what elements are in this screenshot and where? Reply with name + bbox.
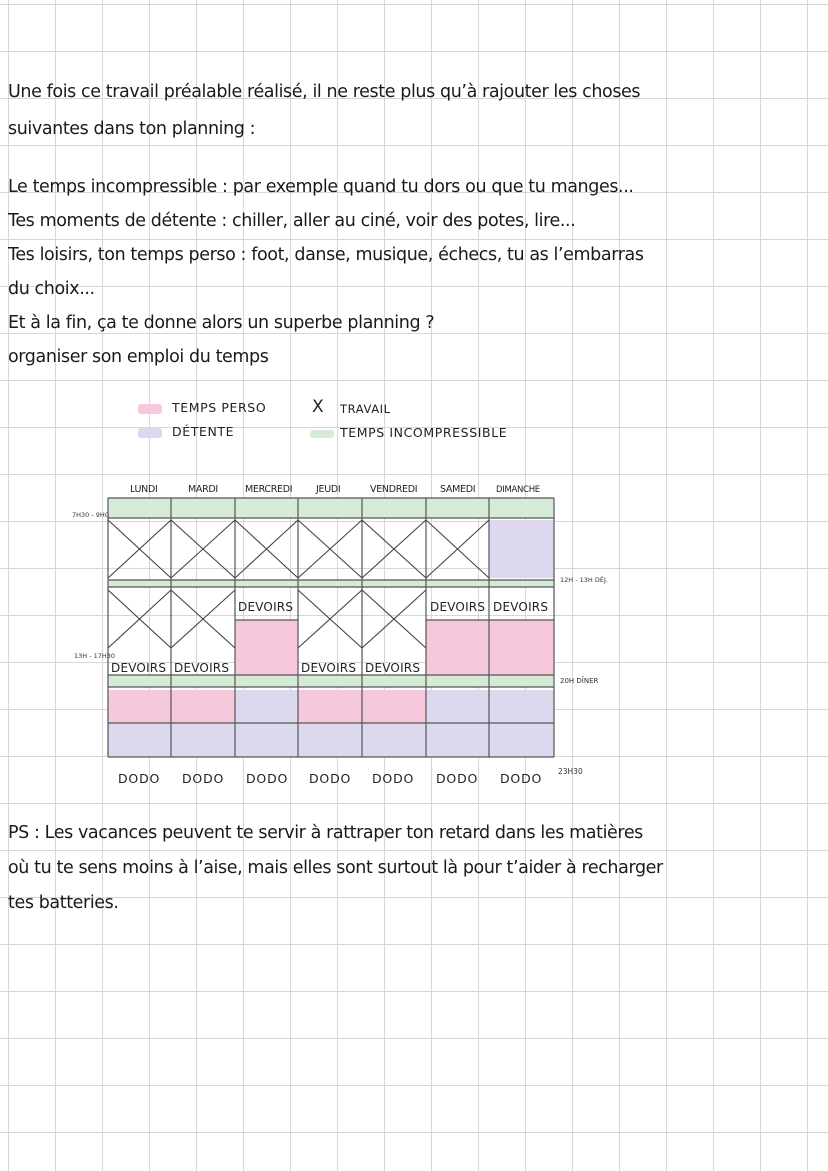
devoirs-label: DEVOIRS	[301, 661, 357, 675]
time-label-afternoon: 13H - 17H30	[74, 652, 116, 660]
ps-line-3: tes batteries.	[8, 893, 119, 913]
list-item: Le temps incompressible : par exemple quand tu dors ou que tu manges...	[8, 177, 634, 197]
time-label-morning: 7H30 - 9H0	[72, 511, 109, 519]
ps-line-2: où tu te sens moins à l’aise, mais elles sont surtout là pour t’aider à recharger	[8, 858, 663, 878]
planning-figure	[60, 390, 620, 800]
dodo-label: DODO	[246, 771, 289, 786]
row-incompressible	[108, 675, 554, 687]
devoirs-label: DEVOIRS	[430, 600, 486, 614]
ps-line-1: PS : Les vacances peuvent te servir à rattraper ton retard dans les matières	[8, 823, 643, 843]
cross-icon	[298, 520, 362, 578]
list-item: Tes moments de détente : chiller, aller au ciné, voir des potes, lire...	[8, 211, 576, 231]
devoirs-label: DEVOIRS	[365, 661, 421, 675]
cross-icon	[362, 590, 426, 648]
list-item: Tes loisirs, ton temps perso : foot, danse, musique, échecs, tu as l’embarras	[8, 245, 644, 265]
dodo-label: DODO	[118, 771, 161, 786]
cross-icon	[426, 520, 489, 578]
cross-icon	[108, 520, 171, 578]
list-item: organiser son emploi du temps	[8, 347, 269, 367]
day-header: MERCREDI	[245, 484, 293, 495]
legend-label-incompressible: TEMPS INCOMPRESSIBLE	[340, 425, 508, 440]
day-header: MARDI	[188, 484, 218, 495]
time-label-lunch: 12H - 13H DÉJ.	[560, 576, 608, 584]
cell-perso	[426, 620, 554, 675]
day-header: JEUDI	[316, 484, 341, 495]
list-item: du choix...	[8, 279, 95, 299]
cross-icon	[108, 590, 171, 648]
cross-icon	[171, 590, 235, 648]
dodo-label: DODO	[309, 771, 352, 786]
ps-paragraph	[8, 816, 818, 921]
list-item: Et à la fin, ça te donne alors un superbe planning ?	[8, 313, 435, 333]
row-incompressible	[108, 498, 554, 518]
devoirs-label: DEVOIRS	[238, 600, 294, 614]
legend-cross-icon: X	[312, 397, 325, 417]
planning-grid	[60, 390, 620, 800]
intro-paragraph	[8, 74, 808, 148]
dodo-label: DODO	[436, 771, 479, 786]
day-header: LUNDI	[130, 484, 158, 495]
intro-line-2: suivantes dans ton planning :	[8, 119, 256, 139]
legend-label-perso: TEMPS PERSO	[172, 400, 267, 415]
time-label-night: 23H30	[558, 767, 583, 776]
devoirs-label: DEVOIRS	[493, 600, 549, 614]
cross-icon	[298, 590, 362, 648]
dodo-label: DODO	[500, 771, 543, 786]
day-header: SAMEDI	[440, 484, 476, 495]
legend-label-travail: TRAVAIL	[340, 402, 391, 416]
dodo-label: DODO	[372, 771, 415, 786]
row-incompressible	[108, 580, 554, 587]
cross-icon	[171, 520, 235, 578]
day-header: DIMANCHE	[496, 485, 540, 495]
day-header: VENDREDI	[370, 484, 418, 495]
cross-icon	[235, 520, 298, 578]
intro-line-1: Une fois ce travail préalable réalisé, il ne reste plus qu’à rajouter les choses	[8, 82, 641, 102]
things-to-add-list	[8, 170, 818, 374]
time-label-dinner: 20H DÎNER	[560, 677, 599, 685]
cell-perso	[235, 620, 298, 675]
dodo-label: DODO	[182, 771, 225, 786]
cross-icon	[362, 520, 426, 578]
devoirs-label: DEVOIRS	[111, 661, 167, 675]
legend-label-detente: DÉTENTE	[172, 424, 235, 439]
cell-detente	[489, 520, 554, 578]
devoirs-label: DEVOIRS	[174, 661, 230, 675]
